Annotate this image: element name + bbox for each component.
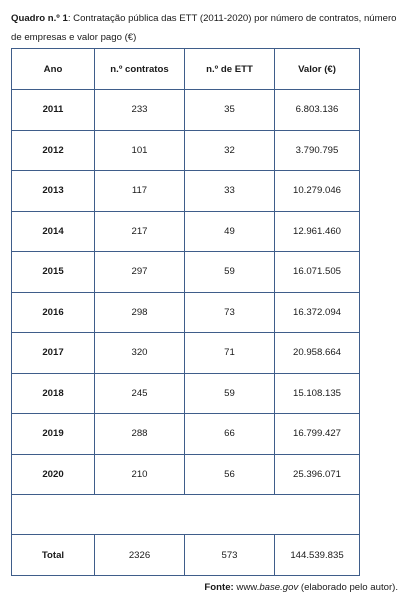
contracts-table — [11, 48, 360, 576]
table-caption — [11, 9, 403, 47]
cell-ett: 59 — [185, 252, 275, 293]
cell-year: 2014 — [12, 211, 95, 252]
cell-contratos: 298 — [95, 292, 185, 333]
cell-ett: 32 — [185, 130, 275, 171]
cell-year: 2017 — [12, 333, 95, 374]
cell-valor: 16.071.505 — [275, 252, 360, 293]
cell-contratos: 245 — [95, 373, 185, 414]
cell-ett: 56 — [185, 454, 275, 495]
cell-year: 2020 — [12, 454, 95, 495]
header-ett: n.º de ETT — [185, 49, 275, 90]
cell-contratos: 297 — [95, 252, 185, 293]
table-row — [12, 90, 360, 131]
source-post: (elaborado pelo autor). — [298, 582, 398, 593]
cell-ett: 33 — [185, 171, 275, 212]
table-row — [12, 454, 360, 495]
table-row — [12, 333, 360, 374]
header-ano: Ano — [12, 49, 95, 90]
cell-year: 2011 — [12, 90, 95, 131]
caption-label: Quadro n.º 1 — [11, 13, 68, 24]
empty-row — [12, 495, 360, 535]
cell-year: 2018 — [12, 373, 95, 414]
cell-year: 2013 — [12, 171, 95, 212]
header-valor: Valor (€) — [275, 49, 360, 90]
cell-valor: 25.396.071 — [275, 454, 360, 495]
source-pre: www. — [233, 582, 260, 593]
table-row — [12, 171, 360, 212]
table-row — [12, 292, 360, 333]
cell-contratos: 217 — [95, 211, 185, 252]
table-row — [12, 373, 360, 414]
table-header-row — [12, 49, 360, 90]
cell-contratos: 117 — [95, 171, 185, 212]
cell-ett: 73 — [185, 292, 275, 333]
total-label: Total — [12, 535, 95, 576]
cell-ett: 59 — [185, 373, 275, 414]
cell-year: 2019 — [12, 414, 95, 455]
total-row — [12, 535, 360, 576]
cell-valor: 20.958.664 — [275, 333, 360, 374]
cell-valor: 16.799.427 — [275, 414, 360, 455]
total-ett: 573 — [185, 535, 275, 576]
cell-year: 2012 — [12, 130, 95, 171]
cell-ett: 66 — [185, 414, 275, 455]
cell-contratos: 320 — [95, 333, 185, 374]
cell-ett: 71 — [185, 333, 275, 374]
cell-year: 2016 — [12, 292, 95, 333]
cell-contratos: 233 — [95, 90, 185, 131]
cell-valor: 6.803.136 — [275, 90, 360, 131]
header-contratos: n.º contratos — [95, 49, 185, 90]
cell-contratos: 101 — [95, 130, 185, 171]
total-contratos: 2326 — [95, 535, 185, 576]
cell-ett: 35 — [185, 90, 275, 131]
source-note — [204, 582, 398, 593]
cell-ett: 49 — [185, 211, 275, 252]
cell-year: 2015 — [12, 252, 95, 293]
cell-valor: 15.108.135 — [275, 373, 360, 414]
table-row — [12, 130, 360, 171]
cell-contratos: 288 — [95, 414, 185, 455]
table-row — [12, 211, 360, 252]
table-row — [12, 252, 360, 293]
empty-cell — [12, 495, 360, 535]
cell-valor: 16.372.094 — [275, 292, 360, 333]
cell-valor: 10.279.046 — [275, 171, 360, 212]
table-row — [12, 414, 360, 455]
cell-contratos: 210 — [95, 454, 185, 495]
cell-valor: 3.790.795 — [275, 130, 360, 171]
source-label: Fonte: — [204, 582, 234, 593]
total-valor: 144.539.835 — [275, 535, 360, 576]
source-site: base.gov — [259, 582, 299, 593]
cell-valor: 12.961.460 — [275, 211, 360, 252]
caption-text: : Contratação pública das ETT (2011-2020) por número de contratos, número de empresas e valor pago (€) — [11, 13, 397, 43]
